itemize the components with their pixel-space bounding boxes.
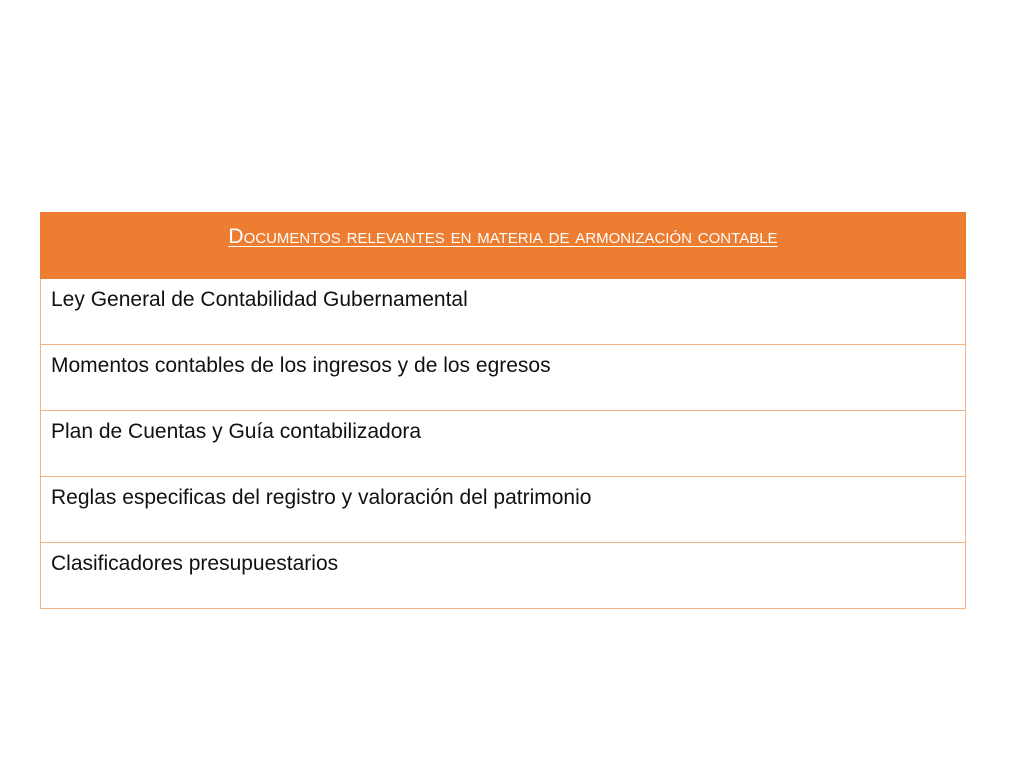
- table-row: [41, 477, 966, 543]
- table-row: [41, 345, 966, 411]
- table-cell-ley-general: Ley General de Contabilidad Gubernamental: [41, 279, 966, 345]
- table-row: [41, 411, 966, 477]
- table-cell-clasificadores: Clasificadores presupuestarios: [41, 543, 966, 609]
- table-cell-reglas-especificas: Reglas especificas del registro y valoración del patrimonio: [41, 477, 966, 543]
- table-cell-plan-de-cuentas: Plan de Cuentas y Guía contabilizadora: [41, 411, 966, 477]
- table-header-row: [41, 213, 966, 279]
- table-row: [41, 279, 966, 345]
- documents-table: [40, 212, 966, 609]
- table-cell-momentos-contables: Momentos contables de los ingresos y de los egresos: [41, 345, 966, 411]
- table-header: Documentos relevantes en materia de armonización contable: [41, 213, 966, 279]
- table-row: [41, 543, 966, 609]
